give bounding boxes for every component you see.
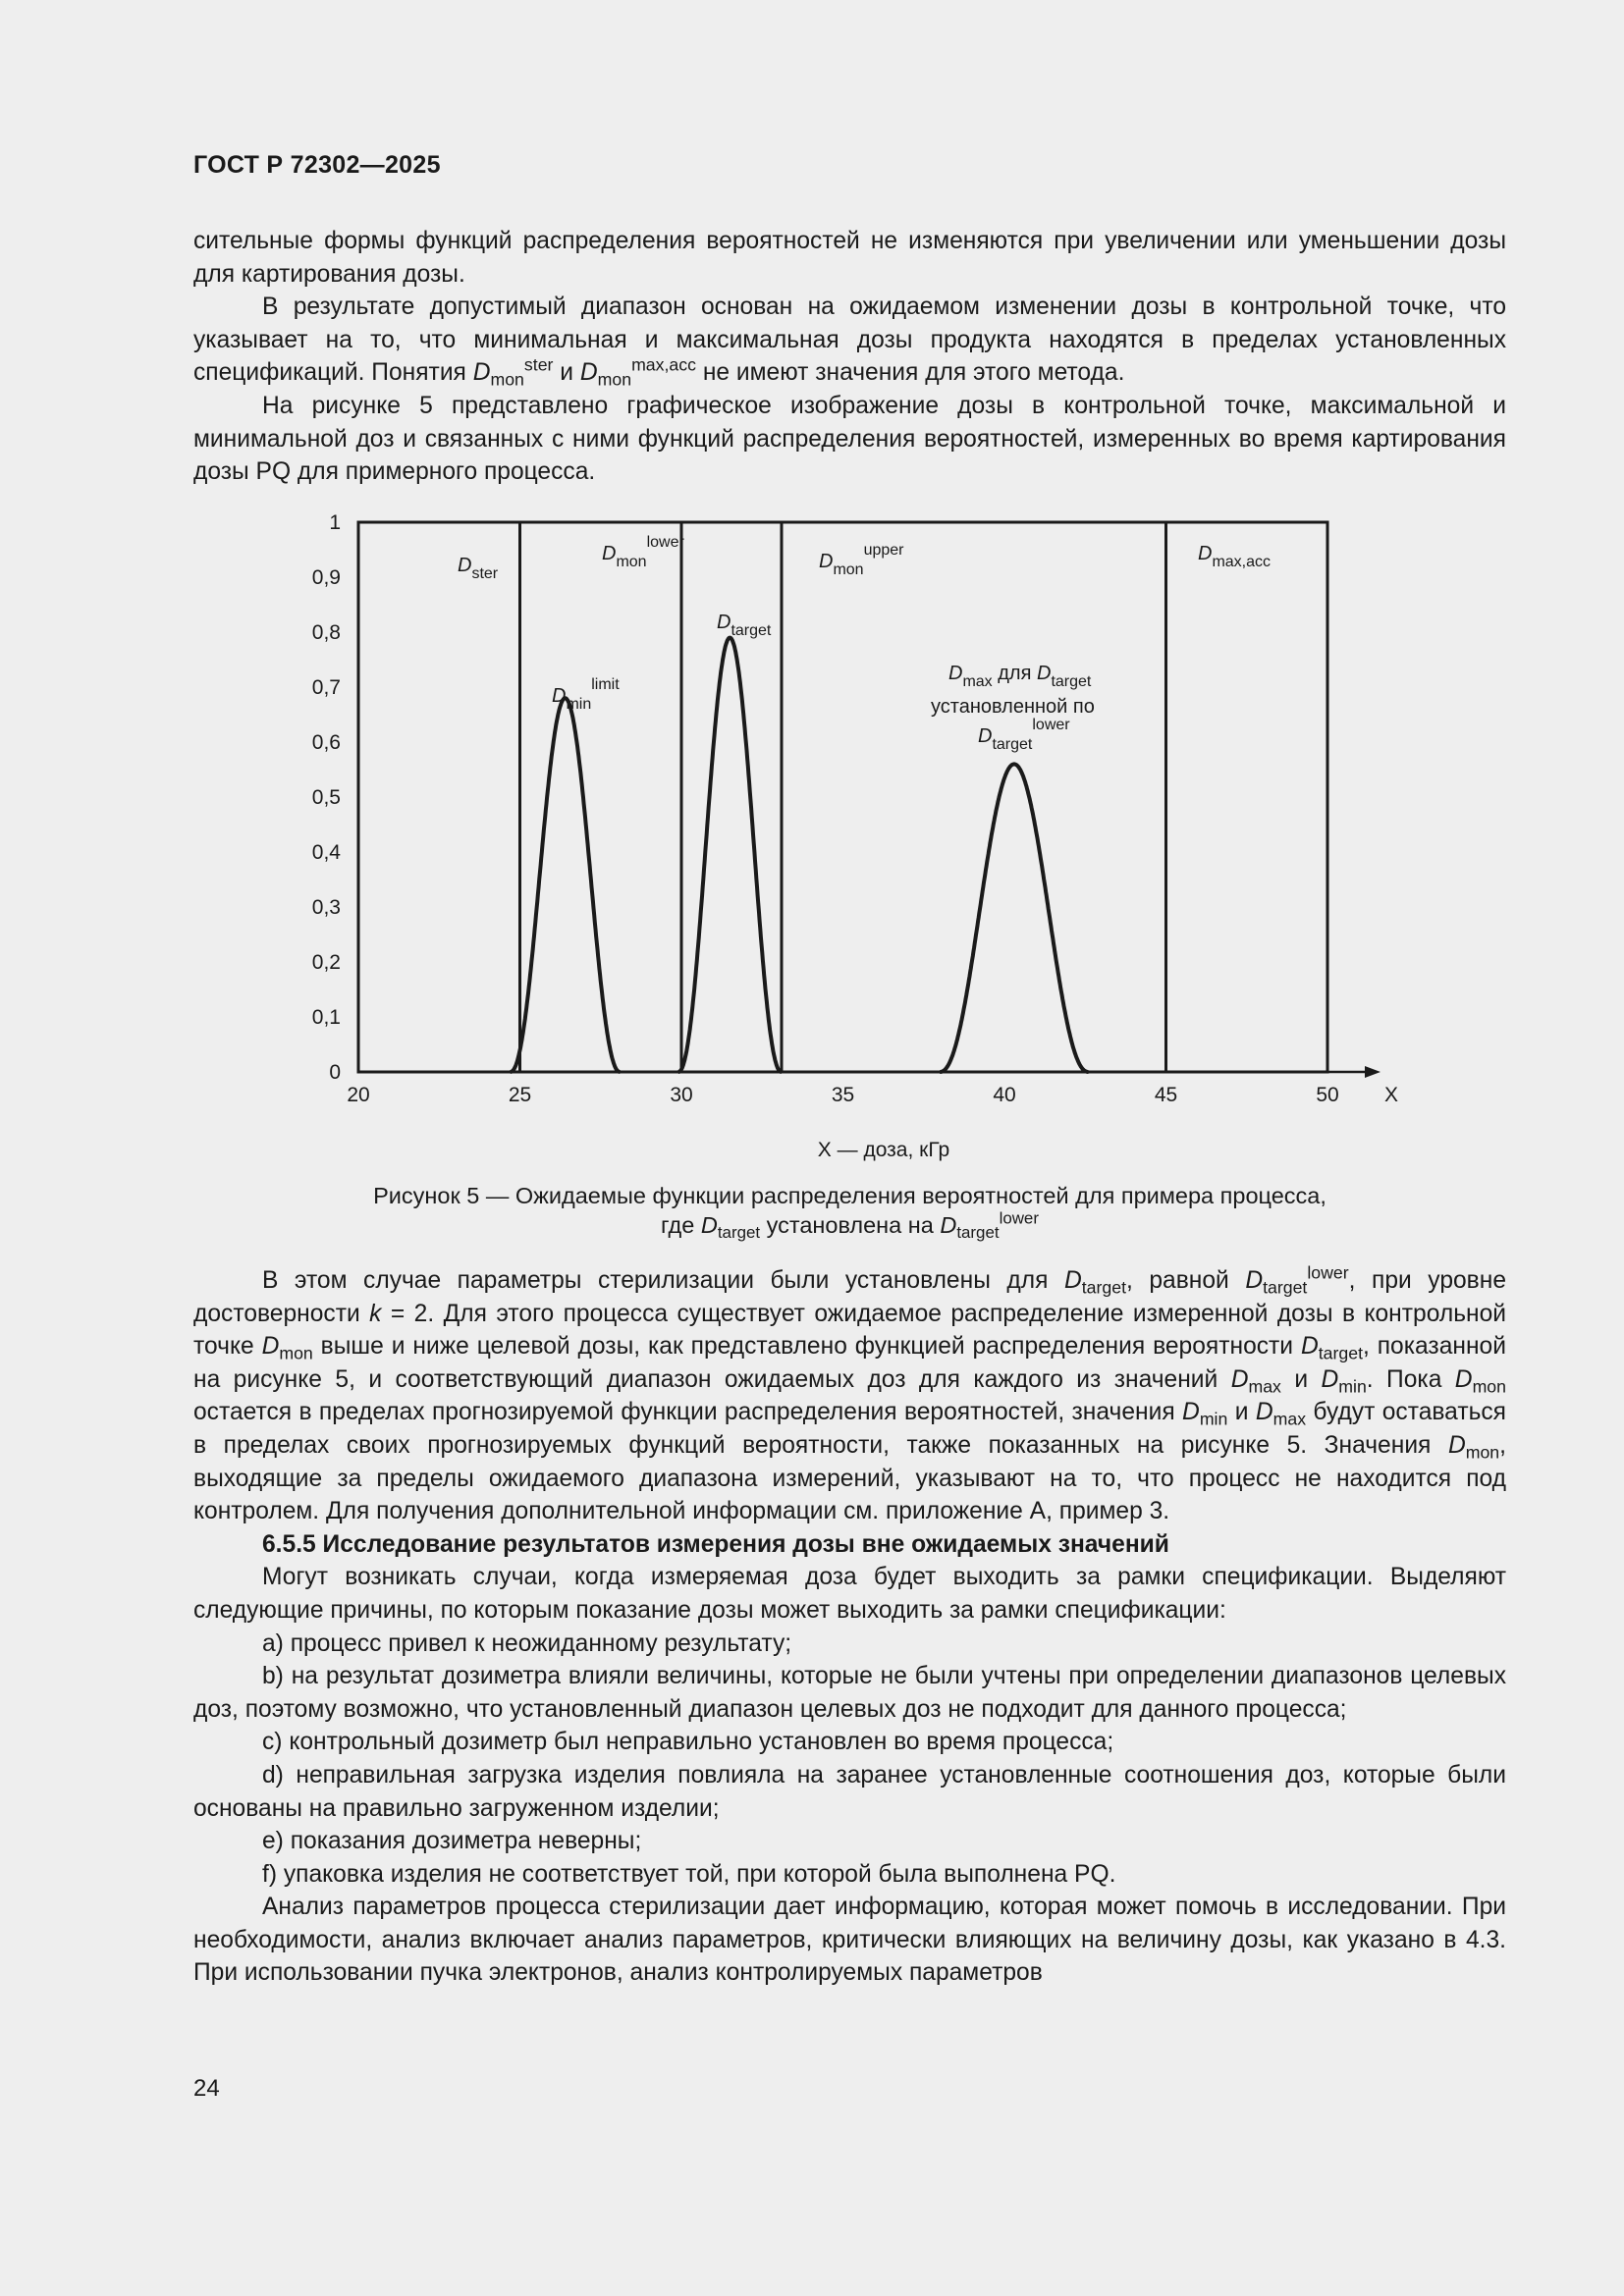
- svg-text:Dminlimit: $D_{min}^{limit}$: [552, 676, 620, 713]
- svg-text:Dtarget: $D_{target}$: [717, 612, 772, 639]
- list-item: f) упаковка изделия не соответствует той, при которой была выполнена PQ.: [262, 1860, 1116, 1888]
- paragraph: сительные формы функций распределения вероятностей не изменяются при увеличении или уменьшении дозы для картирования дозы.: [193, 228, 1506, 288]
- list-item: d) неправильная загрузка изделия повлияла на заранее установленные соотношения доз, которые были основаны на правильно загруженном изделии;: [193, 1761, 1506, 1822]
- distribution-curve: [678, 638, 782, 1072]
- chart: [304, 510, 1404, 1139]
- dose-distribution-figure: [304, 510, 1404, 1144]
- document-header: ГОСТ Р 72302—2025: [193, 151, 441, 179]
- x-tick-label: 45: [1154, 1084, 1178, 1106]
- list-item: a) процесс привел к неожиданному результату;: [262, 1629, 792, 1657]
- y-tick-label: 0,4: [311, 841, 341, 864]
- x-tick-label: 30: [670, 1084, 693, 1106]
- text-block-bottom: [193, 1264, 1506, 1990]
- list-item: e) показания дозиметра неверны;: [262, 1828, 642, 1855]
- svg-text:Dmax,acc: $D_{max,acc}$: [1198, 543, 1272, 570]
- x-axis-title: X — доза, кГр: [817, 1139, 950, 1161]
- svg-text:Dtargetlower: $D_{target}^{lower}$: [978, 717, 1070, 753]
- y-tick-label: 0,3: [311, 896, 341, 919]
- plot-frame: [358, 522, 1327, 1072]
- paragraph: Анализ параметров процесса стерилизации дает информацию, которая может помочь в исследовании. При необходимости, анализ включает анализ параметров, критически влияющих на величину дозы, как указано в 4.3. При использовании пучка электронов, анализ контролируемых параметров: [193, 1894, 1506, 1987]
- y-tick-label: 0: [329, 1061, 341, 1084]
- paragraph: В этом случае параметры стерилизации были установлены для $D_{target}$, равной $D_{target}^{lower}$, при уровне достоверности k = 2. Для этого процесса существует ожидаемое распределение измеренной дозы в контрольной точке $D_{mon}$ выше и ниже целевой дозы, как представлено функцией распределения вероятности $D_{target}$, показанной на рисунке 5, и соответствующий диапазон ожидаемых доз для каждого из значений $D_{max}$ и $D_{min}$. Пока $D_{mon}$ остается в пределах прогнозируемой функции распределения вероятностей, значения $D_{min}$ и $D_{max}$ будут оставаться в пределах своих прогнозируемых функций вероятности, также показанных на рисунке 5. Значения $D_{mon}$, выходящие за пределы ожидаемого диапазона измерений, указывают на то, что процесс не находится под контролем. Для получения дополнительной информации см. приложение А, пример 3.: [193, 1262, 1507, 1525]
- x-axis-letter: X: [1384, 1084, 1399, 1106]
- svg-text:Dmonupper: $D_{mon}^{upper}$: [819, 542, 904, 578]
- y-tick-label: 0,6: [311, 731, 341, 754]
- page-number: 24: [193, 2075, 220, 2102]
- svg-text:Dmax для Dtarget: $D_{max}$ для $D_{target}$: [948, 663, 1092, 690]
- paragraph: Могут возникать случаи, когда измеряемая доза будет выходить за рамки спецификации. Выделяют следующие причины, по которым показание дозы может выходить за рамки спецификации:: [193, 1564, 1506, 1624]
- svg-text:установленной по: установленной по: [931, 696, 1095, 718]
- x-tick-label: 50: [1316, 1084, 1339, 1106]
- list-item: b) на результат дозиметра влияли величины, которые не были учтены при определении диапазонов целевых доз, поэтому возможно, что установленный диапазон целевых доз не подходит для данного процесса;: [193, 1663, 1506, 1723]
- distribution-curve: [511, 698, 621, 1072]
- distribution-curve: [940, 764, 1088, 1072]
- x-tick-label: 40: [993, 1084, 1016, 1106]
- svg-text:Dster: $D_{ster}$: [458, 555, 499, 582]
- y-tick-label: 0,5: [311, 786, 341, 809]
- figure-caption: Рисунок 5 — Ожидаемые функции распределения вероятностей для примера процесса, где $D_{target}$ установлена на $D_{target}^{lower}$: [373, 1183, 1326, 1243]
- svg-text:Dmonlower: $D_{mon}^{lower}$: [602, 534, 684, 570]
- x-tick-label: 20: [347, 1084, 370, 1106]
- y-tick-label: 0,2: [311, 951, 341, 974]
- list-item: c) контрольный дозиметр был неправильно установлен во время процесса;: [262, 1729, 1114, 1756]
- y-tick-label: 0,1: [311, 1006, 341, 1029]
- paragraph: На рисунке 5 представлено графическое изображение дозы в контрольной точке, максимальной и минимальной доз и связанных с ними функций распределения вероятностей, измеренных во время картирования дозы PQ для примерного процесса.: [193, 392, 1506, 486]
- paragraph: В результате допустимый диапазон основан на ожидаемом изменении дозы в контрольной точке, что указывает на то, что минимальная и максимальная дозы продукта находятся в пределах установленных спецификаций. Понятия $D_{mon}^{ster}$ и $D_{mon}^{max,acc}$ не имеют значения для этого метода.: [193, 294, 1506, 390]
- y-tick-label: 0,8: [311, 621, 341, 644]
- y-tick-label: 1: [329, 511, 341, 534]
- x-axis-arrow: [1365, 1066, 1380, 1078]
- x-tick-label: 35: [831, 1084, 855, 1106]
- y-tick-label: 0,7: [311, 676, 341, 699]
- text-block-top: [193, 225, 1506, 489]
- section-heading: 6.5.5 Исследование результатов измерения дозы вне ожидаемых значений: [262, 1530, 1169, 1558]
- x-tick-label: 25: [508, 1084, 532, 1106]
- y-tick-label: 0,9: [311, 566, 341, 589]
